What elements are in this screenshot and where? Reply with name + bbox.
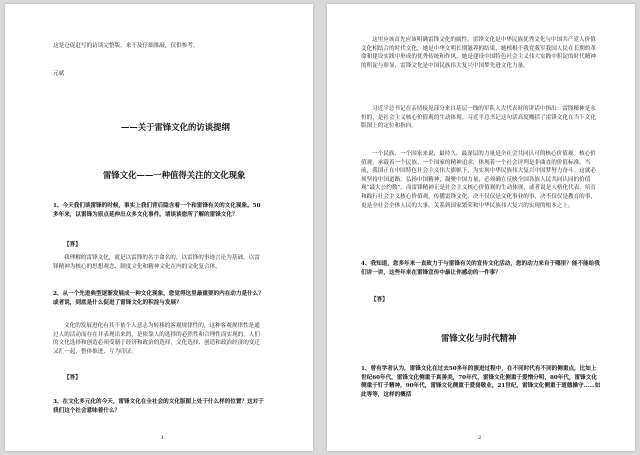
- intro-note: 这是仓促赶写的访谈完整版，来不及仔细推敲，仅供参考。: [53, 43, 199, 49]
- question-3: 3、在文化多元化的今天，雷锋文化在全社会的文化版图上处于什么样的位置？这对于我们这个社会意味着什么？: [53, 399, 264, 414]
- section-title: 雷锋文化——一种值得关注的文化现象: [103, 170, 246, 180]
- answer-4-label: 【答】: [371, 297, 388, 303]
- section-2-title: 雷锋文化与时代精神: [441, 333, 517, 343]
- page-number: 1: [161, 435, 165, 441]
- answer-1-label: 【答】: [64, 242, 81, 248]
- answer-1: 我理解的雷锋文化，就是以雷锋的名字命名的，以雷锋的事迹言论为基础，以雷锋精神为核心的思想观念、制度文化和精神文化在内的文化复合体。: [53, 255, 260, 270]
- document-page-1: [5, 4, 313, 451]
- page-number: 2: [478, 435, 482, 441]
- answer-2: 文化的发展进化有其不依个人意志为转移的客观规律性的，这种客观规律性是通过人的活动而存在并表现出来的，是依靠人的选择的必然性和合理性而实现的。人们的文化选择和创造必须受制于经济和政治的选择，文化选择、创造和政治经济的变迁又汇一起，整体推进、互为印证。: [53, 323, 260, 355]
- answer-2-label: 【答】: [64, 375, 81, 381]
- paragraph-1: 这里应该首先应该明确雷锋文化的属性，雷锋文化是中华民族优秀文化与中国共产党人价值文化相结合的时代文化，她是中华文明长期滋养的结果，她植根于我党我军我国人民在长期的革命和建设实践中形成的优秀传统和作风，她是建设中国特色社会主义伟大实践中积淀的时代精神的积淀与彰显，雷锋文化是中国民族伟大复兴中国梦先进文化力量。: [361, 37, 596, 69]
- question-2: 2、从一个先进典型逐渐发展成一种文化现象，您觉得这里最重要的内在动力是什么？或者说，到底是什么促进了雷锋文化的积淀与发展？: [53, 291, 264, 306]
- author-name: 元斌: [53, 71, 65, 77]
- paragraph-3: 一个民族、一个国家来说，最持久、最深层的力量是全社会共同认可的核心价值观。核心价值观，承载着一个民族、一个国家的精神追求，体现着一个社会评判是非曲直的价值标准。当前，我国正在中国特色社会主义伟大旗帜下，为实现中华民族伟大复兴中国梦努力奋斗。这就必须坚持中国道路，弘扬中国精神，凝聚中国力量，必须确立反映全国各族人民共同认同的价值观“最大公约数”。而雷锋精神正是社会主义核心价值观的生动体现，或者说是人格化代表，培育和践行社会主义核心价值观，传播雷锋文化，决不仅仅是文化事业的事，决不仅仅是教育的事，更是全社会全体人民的大事，关系到国家繁荣和中华民族伟大复兴的实现的根本之上。: [361, 151, 597, 209]
- question-4: 4、我知道，您多年来一直致力于与雷锋有关的宣传文化活动，您的动力来自于哪里？能不能给我们讲一讲，这些年来在雷锋宣传中最让你感动的一件事？: [361, 261, 600, 276]
- paragraph-2: 习近平总书记在亲切接见部分来自基层一线的军队人大代表时的讲话中指出：雷锋精神是永恒的，是社会主义核心价值观的生动体现。习近平总书记这句话高度概括了雷锋文化在当下文化版图上的定位和指向。: [361, 106, 596, 130]
- question-1: 1、今天我们谈雷锋的时候，事实上我们背后隐含着一个和雷锋有关的文化现象。50多年来，以雷锋为原点延伸出众多文化事件。请谈谈您所了解的雷锋文化？: [53, 203, 261, 218]
- question-5: 1、曾有学者认为，雷锋文化在过去50多年的演进过程中，在不同时代有不同的侧重点，比如上世纪60年代，雷锋文化侧重于真善美，70年代，雷锋文化侧重于爱憎分明，80年代，雷锋文化侧重于钉子精神，90年代，雷锋文化侧重于爱岗敬业，21世纪，雷锋文化侧重于道德操守……如此等等，这样的概括: [361, 366, 601, 398]
- document-title: ——关于雷锋文化的访谈提纲: [121, 122, 230, 132]
- document-page-2: [327, 4, 635, 451]
